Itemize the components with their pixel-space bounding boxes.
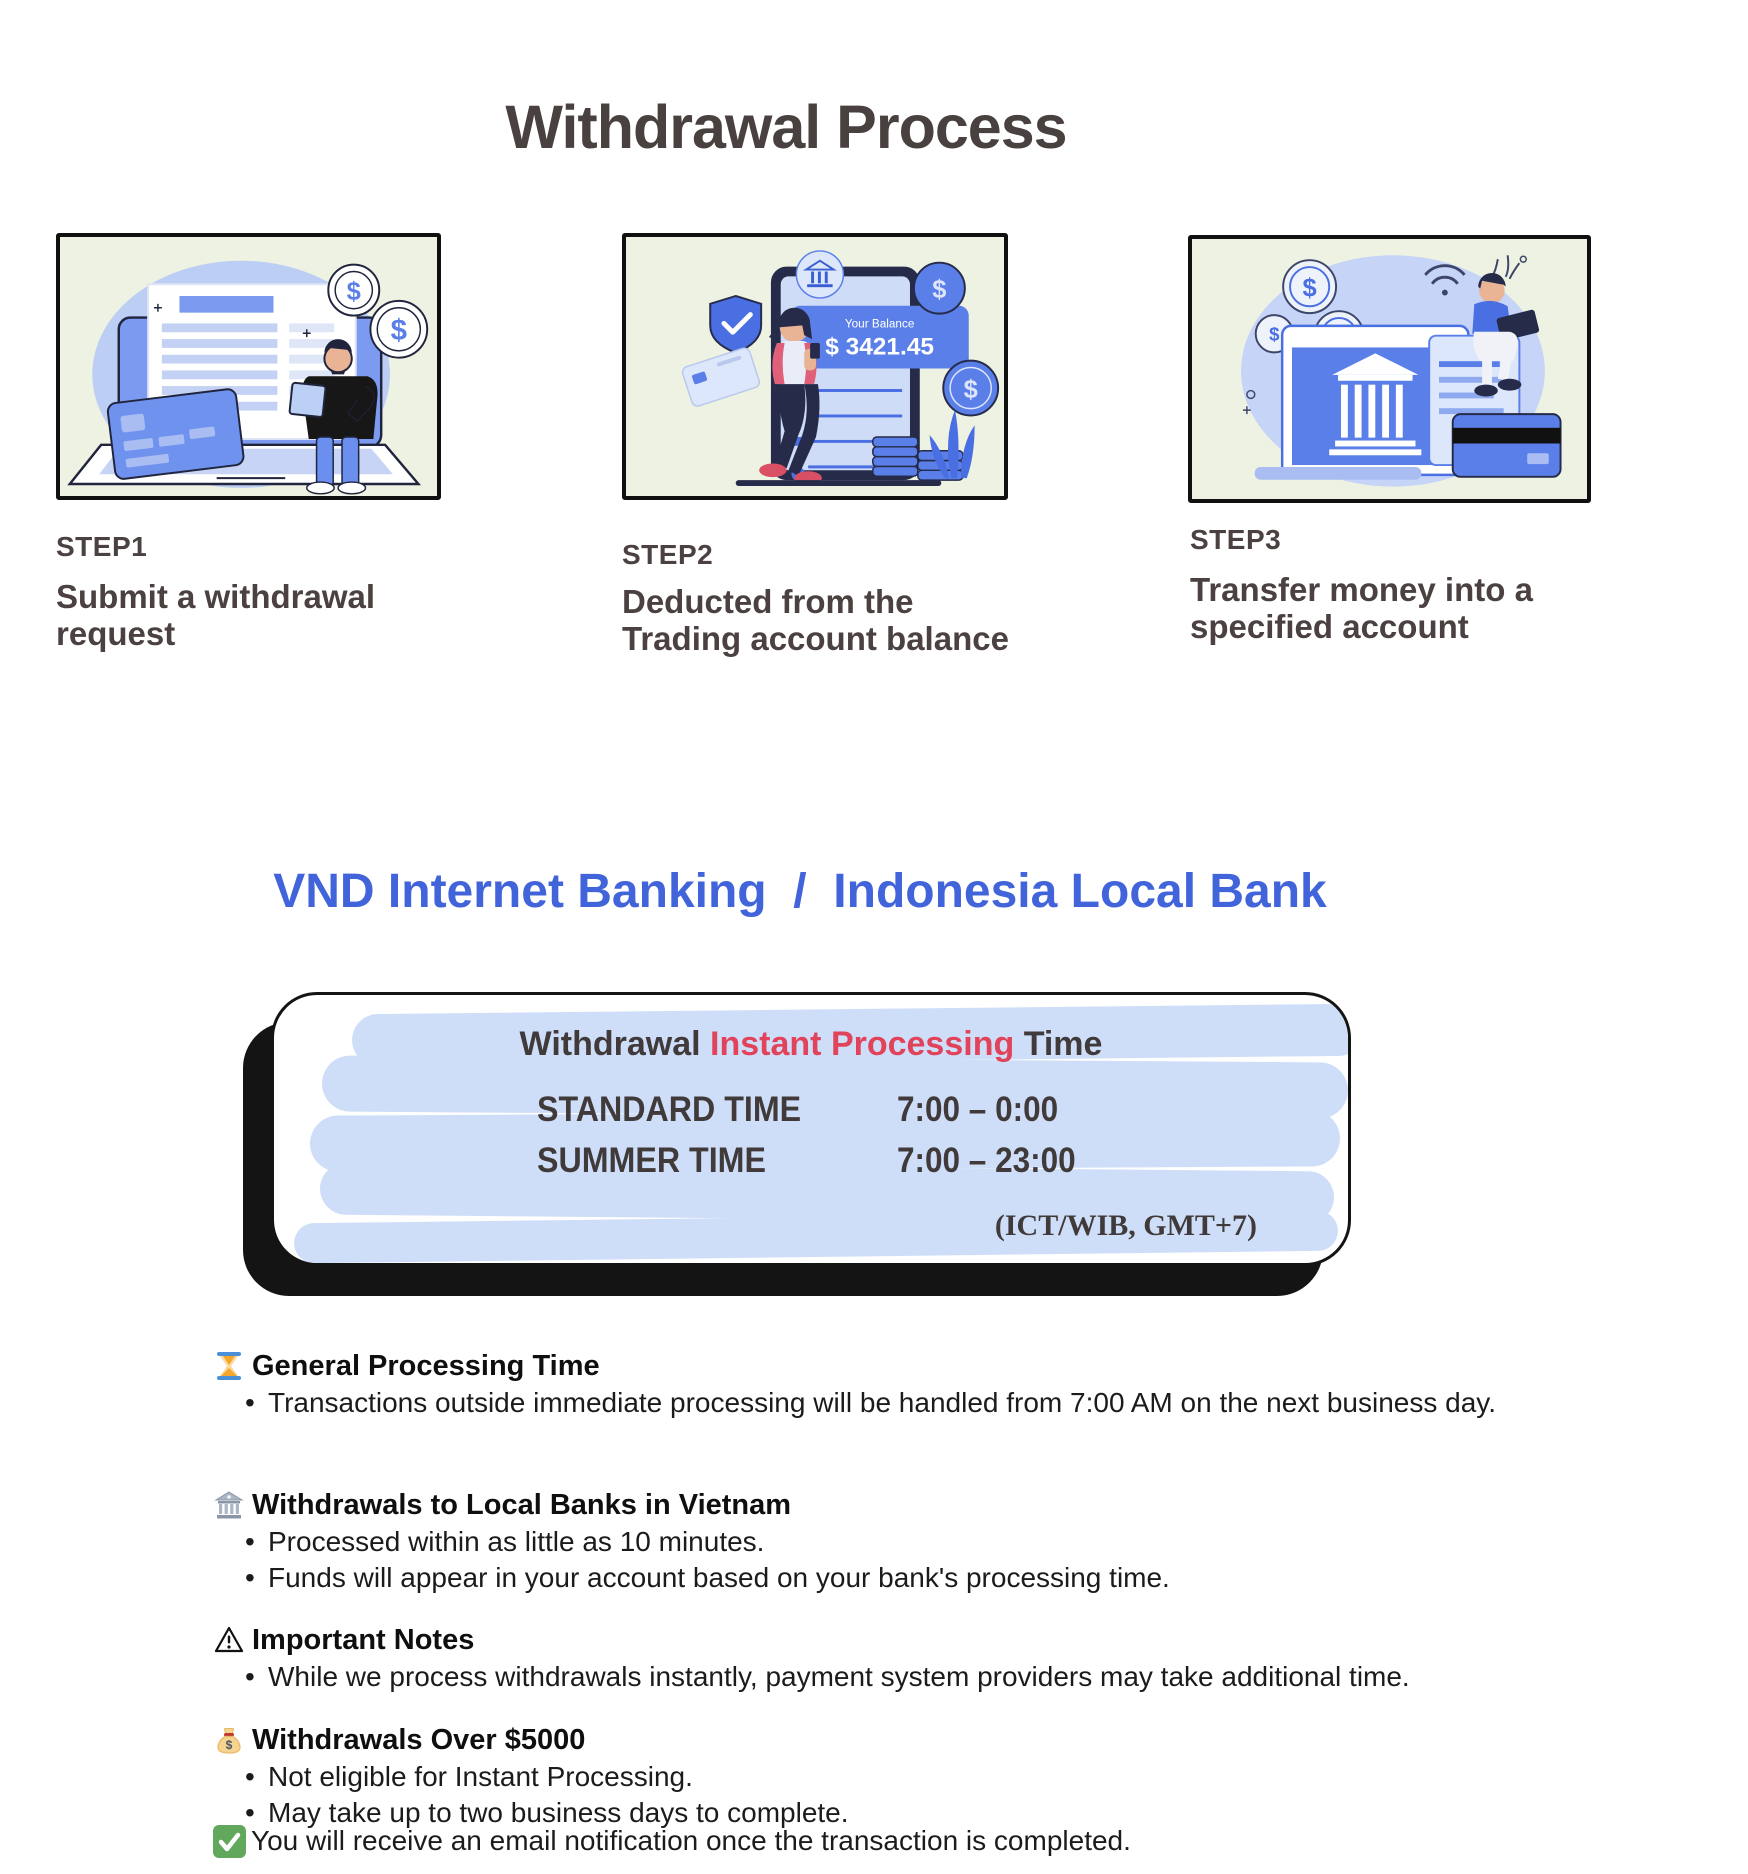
section-over-5000 [214, 1723, 1544, 1831]
step3-label: STEP3 [1190, 524, 1282, 555]
step2-caption: Deducted from the Trading account balance [622, 583, 1009, 657]
dollar-coin-icon [328, 265, 379, 316]
credit-card-icon [1453, 414, 1561, 477]
svg-text:$: $ [932, 275, 947, 304]
svg-text:$: $ [346, 277, 361, 306]
section-general-processing [214, 1349, 1544, 1421]
step3-image [1188, 235, 1591, 503]
highlight-band [322, 1055, 1348, 1118]
balance-deduction-illustration [626, 237, 1004, 496]
section-title: Important Notes [252, 1623, 475, 1656]
svg-text:$: $ [963, 375, 978, 404]
step2-image [622, 233, 1008, 500]
step1-label: STEP1 [56, 531, 148, 562]
section-title: Withdrawals Over $5000 [252, 1723, 586, 1756]
step1-image [56, 233, 441, 500]
time-card-title: Withdrawal Instant Processing Time [519, 1025, 1103, 1063]
bullet-item: • Funds will appear in your account based on your bank's processing time. [214, 1560, 1544, 1595]
dollar-coin-icon [914, 263, 965, 314]
credit-card-icon [107, 388, 245, 480]
highlight-band [310, 1110, 1340, 1171]
email-notification-note: You will receive an email notification once the transaction is completed. [213, 1824, 1131, 1858]
step3-caption: Transfer money into a specified account [1190, 571, 1533, 645]
balance-card [791, 306, 969, 369]
instant-processing-highlight: Instant Processing [710, 1025, 1015, 1063]
step2-label: STEP2 [622, 539, 714, 570]
svg-text:$: $ [390, 314, 407, 348]
section-important-notes [214, 1623, 1544, 1695]
svg-text:$: $ [225, 1738, 233, 1752]
standard-time-label: STANDARD TIME [537, 1090, 802, 1129]
section-title: Withdrawals to Local Banks in Vietnam [252, 1488, 792, 1521]
bullet-item: • Not eligible for Instant Processing. [214, 1759, 1544, 1794]
bank-methods-heading: VND Internet Banking / Indonesia Local Bank [273, 865, 1327, 918]
bank-transfer-illustration [1192, 239, 1587, 499]
balance-value: $ 3421.45 [825, 333, 935, 361]
hourglass-icon [214, 1351, 244, 1381]
warning-icon [214, 1625, 244, 1655]
bank-icon [214, 1490, 244, 1520]
bank-badge-icon [796, 251, 843, 298]
bullet-item: • While we process withdrawals instantly, payment system providers may take additional time. [214, 1659, 1544, 1694]
summer-time-value: 7:00 – 23:00 [897, 1141, 1076, 1180]
section-title: General Processing Time [252, 1349, 600, 1382]
page-title: Withdrawal Process [505, 93, 1067, 161]
svg-text:$: $ [1302, 274, 1317, 303]
balance-label: Your Balance [844, 317, 915, 331]
dollar-coin-icon [943, 361, 998, 416]
summer-time-label: SUMMER TIME [537, 1141, 766, 1180]
dollar-coin-icon [1283, 260, 1336, 313]
bullet-item: • Processed within as little as 10 minutes. [214, 1524, 1544, 1559]
dollar-coin-icon [370, 301, 427, 358]
standard-time-value: 7:00 – 0:00 [897, 1090, 1059, 1129]
bullet-item: • May take up to two business days to complete. [214, 1795, 1544, 1830]
section-local-banks [214, 1488, 1544, 1596]
check-icon [213, 1825, 246, 1858]
timezone-note: (ICT/WIB, GMT+7) [994, 1209, 1257, 1242]
step1-caption: Submit a withdrawal request [56, 578, 376, 652]
bullet-item: • Transactions outside immediate processing will be handled from 7:00 AM on the next business day. [214, 1385, 1532, 1420]
moneybag-icon [214, 1725, 244, 1755]
svg-text:$: $ [1269, 323, 1280, 345]
processing-time-card [271, 992, 1351, 1266]
submit-request-illustration [60, 237, 437, 496]
